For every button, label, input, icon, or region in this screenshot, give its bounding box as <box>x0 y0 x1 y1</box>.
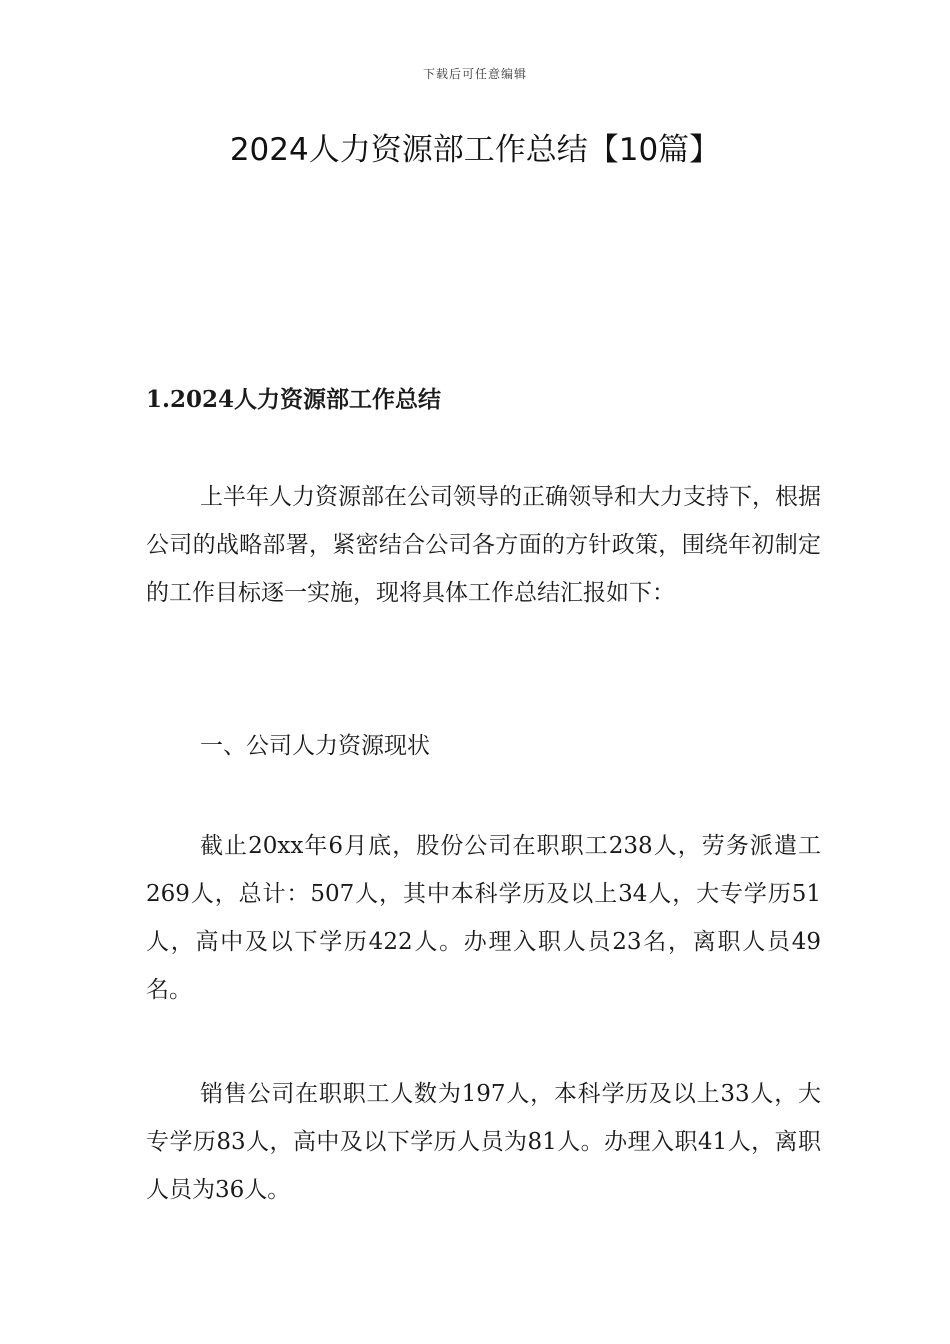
paragraph-intro: 上半年人力资源部在公司领导的正确领导和大力支持下，根据公司的战略部署，紧密结合公司各方面的方针政策，围绕年初制定的工作目标逐一实施，现将具体工作总结汇报如下： <box>146 484 821 606</box>
paragraph-company-staff: 截止20xx年6月底，股份公司在职职工238人，劳务派遣工269人，总计：507人，其中本科学历及以上34人，大专学历51人，高中及以下学历422人。办理入职人员23名，离职人员49名。 <box>146 833 821 1003</box>
paragraph-sales-staff: 销售公司在职职工人数为197人，本科学历及以上33人，大专学历83人，高中及以下学历人员为81人。办理入职41人，离职人员为36人。 <box>146 1081 821 1203</box>
section-title: 1.2024人力资源部工作总结 <box>146 386 442 413</box>
subheading-hr-status: 一、公司人力资源现状 <box>200 733 430 759</box>
document-title: 2024人力资源部工作总结【10篇】 <box>229 132 721 168</box>
header-note: 下载后可任意编辑 <box>422 67 527 81</box>
